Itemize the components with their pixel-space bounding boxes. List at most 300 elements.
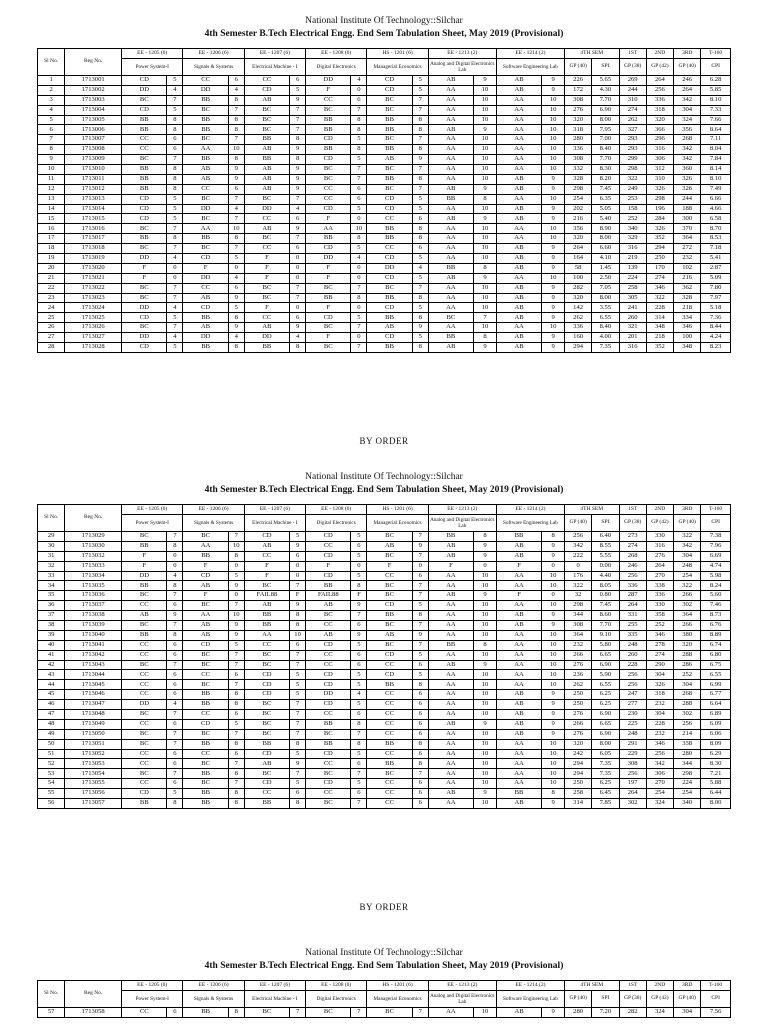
table-cell: 10 bbox=[542, 759, 565, 769]
table-cell: BC bbox=[183, 532, 228, 542]
table-cell: 29 bbox=[38, 532, 65, 542]
table-cell: 8 bbox=[351, 145, 367, 155]
table-cell: 336 bbox=[646, 591, 673, 601]
col-t: T-160 bbox=[701, 981, 731, 991]
table-cell: 7 bbox=[167, 729, 183, 739]
table-cell: 320 bbox=[565, 115, 592, 125]
course-name: Electrical Machine - I bbox=[244, 991, 305, 1008]
table-cell: 320 bbox=[674, 640, 701, 650]
table-cell: 336 bbox=[565, 323, 592, 333]
table-cell: 9 bbox=[542, 214, 565, 224]
table-cell: 5 bbox=[351, 640, 367, 650]
col-s3: 3RD bbox=[674, 49, 701, 59]
table-cell: 9 bbox=[542, 343, 565, 353]
table-cell: 1713051 bbox=[65, 739, 122, 749]
table-cell: F bbox=[306, 273, 351, 283]
table-cell: 346 bbox=[674, 323, 701, 333]
table-cell: BC bbox=[122, 739, 167, 749]
table-cell: 6 bbox=[167, 690, 183, 700]
table-cell: 8 bbox=[412, 224, 428, 234]
table-row bbox=[38, 532, 731, 542]
table-cell: CC bbox=[306, 541, 351, 551]
table-row bbox=[38, 184, 731, 194]
table-cell: 20 bbox=[38, 263, 65, 273]
table-cell: 8 bbox=[38, 145, 65, 155]
table-cell: 7 bbox=[167, 769, 183, 779]
table-cell: 288 bbox=[674, 650, 701, 660]
table-cell: BB bbox=[306, 145, 351, 155]
table-cell: 9 bbox=[542, 611, 565, 621]
table-cell: 262 bbox=[565, 680, 592, 690]
table-cell: BC bbox=[122, 283, 167, 293]
institute-title: National Institute Of Technology::Silchar bbox=[305, 472, 463, 482]
table-cell: BC bbox=[367, 769, 412, 779]
table-cell: 264 bbox=[674, 85, 701, 95]
table-cell: 8.00 bbox=[592, 115, 619, 125]
table-cell: 318 bbox=[646, 105, 673, 115]
table-cell: 8 bbox=[412, 313, 428, 323]
table-cell: BB bbox=[183, 739, 228, 749]
table-cell: CC bbox=[183, 670, 228, 680]
table-cell: 1713004 bbox=[65, 105, 122, 115]
table-cell: F bbox=[367, 561, 412, 571]
table-cell: 5 bbox=[290, 779, 306, 789]
table-cell: BB bbox=[367, 224, 412, 234]
table-cell: 10 bbox=[474, 283, 497, 293]
table-cell: CC bbox=[367, 799, 412, 809]
table-cell: 7 bbox=[412, 769, 428, 779]
table-cell: 1713041 bbox=[65, 640, 122, 650]
table-cell: 218 bbox=[646, 333, 673, 343]
table-cell: 25 bbox=[38, 313, 65, 323]
course-code: EE - 1207 (6) bbox=[244, 981, 305, 991]
table-cell: AB bbox=[428, 789, 473, 799]
table-cell: CC bbox=[244, 789, 289, 799]
table-cell: AA bbox=[496, 660, 541, 670]
table-cell: AA bbox=[428, 85, 473, 95]
table-cell: 0 bbox=[412, 561, 428, 571]
table-cell: 256 bbox=[619, 571, 646, 581]
table-cell: BB bbox=[306, 719, 351, 729]
table-cell: 6 bbox=[228, 76, 244, 86]
table-cell: 53 bbox=[38, 769, 65, 779]
table-cell: 299 bbox=[619, 155, 646, 165]
table-cell: 10 bbox=[474, 779, 497, 789]
table-cell: CC bbox=[306, 95, 351, 105]
table-cell: CC bbox=[244, 76, 289, 86]
table-cell: 4 bbox=[228, 204, 244, 214]
table-cell: 9 bbox=[542, 710, 565, 720]
table-cell: AB bbox=[244, 323, 289, 333]
table-cell: 8 bbox=[228, 155, 244, 165]
table-cell: BB bbox=[306, 293, 351, 303]
table-cell: 6.90 bbox=[592, 660, 619, 670]
table-cell: F bbox=[306, 333, 351, 343]
table-row bbox=[38, 105, 731, 115]
table-cell: 5.05 bbox=[592, 204, 619, 214]
table-cell: 260 bbox=[619, 650, 646, 660]
table-cell: CC bbox=[367, 729, 412, 739]
table-cell: 6 bbox=[412, 789, 428, 799]
table-cell: 7.45 bbox=[592, 184, 619, 194]
table-cell: 6.90 bbox=[592, 710, 619, 720]
table-cell: 100 bbox=[565, 273, 592, 283]
table-cell: 1713040 bbox=[65, 630, 122, 640]
table-row bbox=[38, 710, 731, 720]
institute-title: National Institute Of Technology::Silchar bbox=[305, 948, 463, 958]
table-cell: BC bbox=[367, 95, 412, 105]
table-cell: 4 bbox=[167, 571, 183, 581]
table-cell: 8 bbox=[412, 739, 428, 749]
course-name: Managerial Economics bbox=[367, 991, 428, 1008]
table-cell: BC bbox=[244, 115, 289, 125]
table-cell: 5.80 bbox=[592, 640, 619, 650]
col-s2sub: GP (42) bbox=[646, 991, 673, 1008]
tabulation-table bbox=[37, 48, 731, 353]
table-cell: AA bbox=[496, 650, 541, 660]
table-cell: 7.70 bbox=[592, 155, 619, 165]
table-cell: 10 bbox=[474, 630, 497, 640]
table-cell: 9 bbox=[542, 690, 565, 700]
table-cell: 9 bbox=[228, 621, 244, 631]
table-cell: 9 bbox=[38, 155, 65, 165]
table-row bbox=[38, 630, 731, 640]
table-cell: 8.73 bbox=[701, 611, 731, 621]
table-cell: 304 bbox=[646, 670, 673, 680]
table-cell: CD bbox=[367, 85, 412, 95]
table-cell: BC bbox=[122, 244, 167, 254]
table-cell: 308 bbox=[565, 95, 592, 105]
table-cell: 1713025 bbox=[65, 313, 122, 323]
table-cell: 5 bbox=[412, 194, 428, 204]
table-cell: 0 bbox=[542, 561, 565, 571]
table-cell: 326 bbox=[646, 680, 673, 690]
table-cell: BC bbox=[122, 660, 167, 670]
table-cell: BB bbox=[367, 759, 412, 769]
table-cell: 10 bbox=[474, 690, 497, 700]
table-cell: 8 bbox=[412, 343, 428, 353]
table-cell: BC bbox=[367, 283, 412, 293]
course-name: Software Engineering Lab bbox=[496, 991, 564, 1008]
table-cell: AB bbox=[496, 313, 541, 323]
table-cell: F bbox=[306, 214, 351, 224]
table-cell: 5 bbox=[351, 670, 367, 680]
table-cell: 10 bbox=[542, 135, 565, 145]
col-s2sub: GP (42) bbox=[646, 515, 673, 532]
table-cell: 14 bbox=[38, 204, 65, 214]
table-cell: 8 bbox=[412, 125, 428, 135]
table-cell: 176 bbox=[565, 571, 592, 581]
table-cell: BC bbox=[183, 135, 228, 145]
table-cell: 6 bbox=[290, 789, 306, 799]
course-code: EE - 1214 (2) bbox=[496, 49, 564, 59]
table-cell: 9 bbox=[542, 263, 565, 273]
col-4th-sem: 4TH SEM bbox=[565, 505, 620, 515]
table-cell: 8 bbox=[542, 532, 565, 542]
table-cell: CC bbox=[367, 789, 412, 799]
table-cell: 7 bbox=[228, 135, 244, 145]
table-cell: AB bbox=[428, 551, 473, 561]
table-cell: 10 bbox=[542, 95, 565, 105]
table-cell: BB bbox=[183, 700, 228, 710]
table-cell: AB bbox=[496, 700, 541, 710]
table-cell: CC bbox=[306, 759, 351, 769]
table-cell: 7 bbox=[412, 1008, 428, 1018]
table-cell: AA bbox=[428, 621, 473, 631]
table-cell: 10 bbox=[542, 165, 565, 175]
table-cell: 7 bbox=[290, 105, 306, 115]
table-cell: 4.40 bbox=[592, 571, 619, 581]
table-cell: 7 bbox=[290, 700, 306, 710]
table-cell: 5 bbox=[228, 719, 244, 729]
table-cell: BB bbox=[183, 1008, 228, 1018]
table-cell: 298 bbox=[619, 165, 646, 175]
table-cell: 308 bbox=[565, 621, 592, 631]
table-cell: 322 bbox=[646, 293, 673, 303]
table-cell: 331 bbox=[619, 611, 646, 621]
table-cell: BB bbox=[367, 739, 412, 749]
table-cell: 0 bbox=[167, 263, 183, 273]
table-cell: 6 bbox=[351, 660, 367, 670]
table-cell: 4 bbox=[412, 263, 428, 273]
table-cell: BC bbox=[367, 165, 412, 175]
table-cell: AA bbox=[428, 95, 473, 105]
table-row bbox=[38, 125, 731, 135]
col-slno: Sl No. bbox=[38, 505, 65, 532]
table-cell: 7 bbox=[228, 214, 244, 224]
table-cell: AA bbox=[496, 224, 541, 234]
table-cell: F bbox=[244, 273, 289, 283]
course-name: Electrical Machine - I bbox=[244, 59, 305, 76]
table-cell: F bbox=[244, 303, 289, 313]
table-cell: 2.87 bbox=[701, 263, 731, 273]
table-cell: BB bbox=[183, 95, 228, 105]
table-cell: 10 bbox=[542, 670, 565, 680]
table-cell: 6 bbox=[167, 650, 183, 660]
table-cell: BC bbox=[306, 611, 351, 621]
table-cell: 253 bbox=[619, 194, 646, 204]
table-cell: 216 bbox=[674, 273, 701, 283]
table-cell: DD bbox=[306, 76, 351, 86]
table-cell: 7 bbox=[351, 283, 367, 293]
table-cell: 0 bbox=[474, 561, 497, 571]
table-cell: BB bbox=[244, 621, 289, 631]
table-cell: 10 bbox=[474, 135, 497, 145]
table-cell: 7 bbox=[412, 581, 428, 591]
table-cell: AB bbox=[496, 303, 541, 313]
sheet-subtitle: 4th Semester B.Tech Electrical Engg. End Sem Tabulation Sheet, May 2019 (Provisional) bbox=[204, 29, 564, 39]
table-cell: 8.20 bbox=[592, 174, 619, 184]
table-cell: 266 bbox=[565, 719, 592, 729]
course-code: EE - 1214 (2) bbox=[496, 981, 564, 991]
table-cell: 344 bbox=[674, 759, 701, 769]
table-cell: 1713028 bbox=[65, 343, 122, 353]
table-cell: 9 bbox=[412, 323, 428, 333]
table-cell: 1713003 bbox=[65, 95, 122, 105]
table-cell: 9 bbox=[290, 184, 306, 194]
table-cell: 6 bbox=[228, 283, 244, 293]
table-row bbox=[38, 759, 731, 769]
col-spi: SPI bbox=[592, 59, 619, 76]
table-cell: 10 bbox=[474, 145, 497, 155]
table-cell: CD bbox=[244, 779, 289, 789]
table-cell: 6.35 bbox=[592, 194, 619, 204]
table-cell: 1713024 bbox=[65, 303, 122, 313]
table-cell: BB bbox=[244, 155, 289, 165]
table-cell: BC bbox=[367, 105, 412, 115]
table-cell: 158 bbox=[619, 204, 646, 214]
table-cell: 7.84 bbox=[701, 155, 731, 165]
table-cell: 201 bbox=[619, 333, 646, 343]
table-cell: 31 bbox=[38, 551, 65, 561]
table-cell: BB bbox=[244, 343, 289, 353]
table-cell: 8 bbox=[474, 263, 497, 273]
table-cell: 326 bbox=[674, 174, 701, 184]
table-cell: 6.80 bbox=[701, 650, 731, 660]
table-cell: 5 bbox=[351, 313, 367, 323]
table-cell: 8.23 bbox=[701, 343, 731, 353]
table-cell: AA bbox=[496, 680, 541, 690]
table-cell: BC bbox=[244, 105, 289, 115]
table-cell: 10 bbox=[474, 769, 497, 779]
table-cell: 6.99 bbox=[701, 680, 731, 690]
table-cell: 7 bbox=[228, 779, 244, 789]
table-cell: 10 bbox=[474, 105, 497, 115]
table-cell: BC bbox=[122, 729, 167, 739]
table-cell: AB bbox=[496, 690, 541, 700]
table-cell: 274 bbox=[619, 105, 646, 115]
table-cell: 5 bbox=[412, 333, 428, 343]
table-cell: BC bbox=[244, 1008, 289, 1018]
table-cell: 10 bbox=[474, 234, 497, 244]
table-cell: 298 bbox=[565, 601, 592, 611]
table-cell: CC bbox=[122, 749, 167, 759]
table-cell: 320 bbox=[565, 739, 592, 749]
table-cell: 9 bbox=[412, 155, 428, 165]
table-cell: BB bbox=[183, 551, 228, 561]
table-cell: 9 bbox=[290, 95, 306, 105]
table-cell: BC bbox=[183, 779, 228, 789]
table-cell: 304 bbox=[674, 680, 701, 690]
table-cell: 5 bbox=[412, 650, 428, 660]
table-cell: 316 bbox=[646, 541, 673, 551]
table-cell: 338 bbox=[674, 739, 701, 749]
table-cell: 322 bbox=[674, 581, 701, 591]
table-cell: BC bbox=[122, 323, 167, 333]
table-cell: BC bbox=[244, 650, 289, 660]
table-cell: AA bbox=[428, 165, 473, 175]
table-cell: 336 bbox=[646, 95, 673, 105]
course-code: EE - 1207 (6) bbox=[244, 49, 305, 59]
table-cell: 9 bbox=[542, 313, 565, 323]
table-cell: 4.00 bbox=[592, 333, 619, 343]
table-cell: AA bbox=[428, 650, 473, 660]
table-cell: 1713007 bbox=[65, 135, 122, 145]
table-cell: 8 bbox=[228, 1008, 244, 1018]
table-cell: 8 bbox=[412, 759, 428, 769]
table-cell: 0 bbox=[565, 561, 592, 571]
table-cell: BB bbox=[122, 541, 167, 551]
table-cell: 6.45 bbox=[592, 789, 619, 799]
table-cell: 1713046 bbox=[65, 690, 122, 700]
table-cell: F bbox=[351, 591, 367, 601]
table-cell: 4.10 bbox=[592, 254, 619, 264]
table-cell: AB bbox=[428, 184, 473, 194]
table-cell: 10 bbox=[474, 650, 497, 660]
table-cell: AB bbox=[496, 799, 541, 809]
table-cell: 5 bbox=[412, 85, 428, 95]
table-cell: 9 bbox=[351, 601, 367, 611]
table-cell: 9 bbox=[474, 541, 497, 551]
table-row bbox=[38, 739, 731, 749]
table-cell: 5.09 bbox=[701, 273, 731, 283]
table-cell: 4.74 bbox=[701, 561, 731, 571]
table-cell: 9 bbox=[228, 323, 244, 333]
col-s2: 2ND bbox=[646, 981, 673, 991]
table-cell: 10 bbox=[542, 323, 565, 333]
table-cell: CC bbox=[122, 145, 167, 155]
course-code: EE - 1208 (6) bbox=[306, 49, 367, 59]
table-cell: 7 bbox=[290, 194, 306, 204]
table-cell: BB bbox=[428, 532, 473, 542]
table-row bbox=[38, 174, 731, 184]
table-cell: BC bbox=[122, 591, 167, 601]
tabulation-table bbox=[37, 504, 731, 809]
table-cell: BC bbox=[183, 105, 228, 115]
table-row bbox=[38, 115, 731, 125]
table-cell: 262 bbox=[619, 115, 646, 125]
table-cell: 250 bbox=[565, 700, 592, 710]
table-cell: 7.33 bbox=[701, 105, 731, 115]
table-cell: 322 bbox=[619, 174, 646, 184]
table-cell: BC bbox=[244, 283, 289, 293]
table-cell: CD bbox=[306, 135, 351, 145]
table-cell: DD bbox=[122, 85, 167, 95]
table-cell: BC bbox=[244, 710, 289, 720]
table-cell: 8 bbox=[167, 115, 183, 125]
table-cell: 0 bbox=[228, 561, 244, 571]
table-cell: 10 bbox=[474, 571, 497, 581]
table-cell: DD bbox=[244, 204, 289, 214]
table-cell: BC bbox=[183, 650, 228, 660]
table-cell: 0 bbox=[351, 85, 367, 95]
table-row bbox=[38, 85, 731, 95]
table-cell: 7 bbox=[290, 125, 306, 135]
table-cell: AB bbox=[496, 184, 541, 194]
table-cell: AA bbox=[496, 581, 541, 591]
table-cell: 7 bbox=[290, 293, 306, 303]
table-cell: 241 bbox=[619, 303, 646, 313]
table-cell: 286 bbox=[674, 660, 701, 670]
table-cell: 5 bbox=[351, 571, 367, 581]
table-cell: 342 bbox=[646, 759, 673, 769]
table-cell: BC bbox=[428, 313, 473, 323]
table-cell: 44 bbox=[38, 680, 65, 690]
table-cell: 364 bbox=[565, 630, 592, 640]
table-cell: CD bbox=[306, 204, 351, 214]
table-cell: 256 bbox=[619, 670, 646, 680]
table-cell: 0 bbox=[351, 333, 367, 343]
course-name: Power System-I bbox=[122, 515, 183, 532]
table-cell: 5 bbox=[351, 155, 367, 165]
table-cell: 1713022 bbox=[65, 283, 122, 293]
col-regno: Reg No. bbox=[65, 981, 122, 1008]
table-cell: CC bbox=[367, 719, 412, 729]
table-cell: 6.74 bbox=[701, 640, 731, 650]
table-cell: 8.14 bbox=[701, 165, 731, 175]
table-cell: DD bbox=[367, 263, 412, 273]
table-cell: 8 bbox=[228, 789, 244, 799]
